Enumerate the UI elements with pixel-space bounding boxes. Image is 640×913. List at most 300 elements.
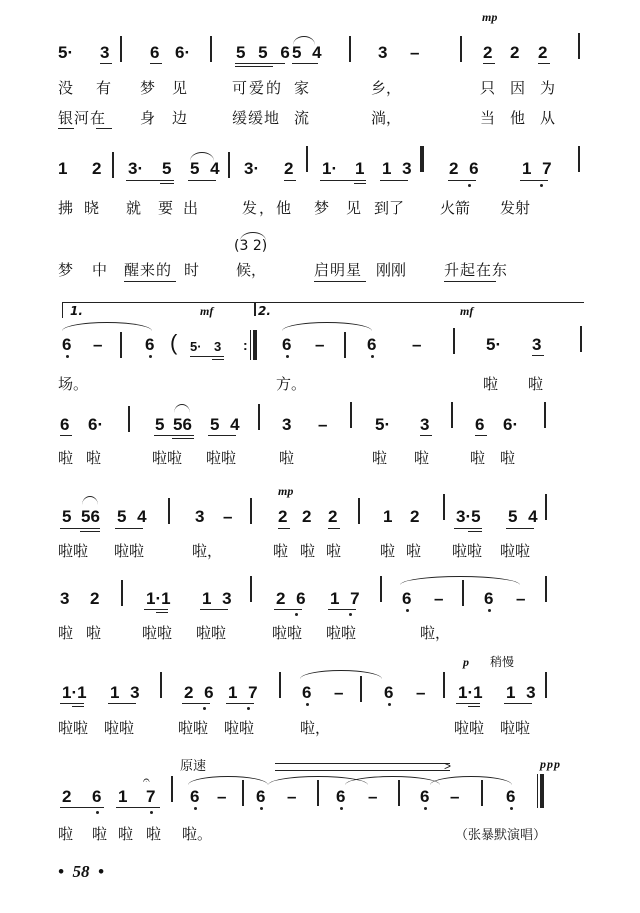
barline	[210, 36, 212, 62]
lyric: 啦	[146, 825, 162, 843]
dynamic-p: p	[463, 655, 469, 669]
barline	[168, 498, 170, 524]
note: 6	[336, 787, 346, 806]
underline	[208, 435, 236, 436]
diminuendo-line	[275, 770, 450, 771]
volta-bracket-edge	[254, 302, 256, 316]
lyric: 啦啦	[500, 542, 531, 560]
lyric: 啦	[470, 449, 486, 467]
note-group: 1 3	[506, 683, 539, 702]
final-barline-thin	[537, 774, 538, 808]
dash: –	[223, 507, 233, 526]
dash: –	[410, 43, 420, 62]
underline	[284, 180, 296, 181]
underline	[278, 528, 290, 529]
lyric: 啦，	[300, 719, 331, 737]
dynamic-mp: mp	[278, 484, 294, 498]
ornament-notes: (3 2)	[234, 238, 268, 254]
underline	[506, 528, 534, 529]
note: 2	[302, 507, 312, 526]
barline	[545, 672, 547, 698]
lyric: 啦啦	[58, 542, 89, 560]
underline	[126, 180, 174, 181]
underline	[100, 63, 112, 64]
lyric: 要	[158, 199, 174, 217]
barline	[545, 576, 547, 602]
lyric: 候，	[236, 261, 267, 279]
low-octave-dot	[96, 811, 99, 814]
lyric: 啦	[372, 449, 388, 467]
barline	[380, 576, 382, 602]
low-octave-dot	[468, 184, 471, 187]
underline	[160, 183, 174, 184]
dash: –	[318, 415, 328, 434]
dash: –	[287, 787, 297, 806]
lyric: 啦，	[192, 542, 223, 560]
volta-bracket-edge	[62, 302, 63, 318]
underline	[314, 281, 366, 282]
underline	[328, 528, 340, 529]
note-group: 1 7	[228, 683, 261, 702]
note: 6	[150, 43, 160, 62]
underline	[115, 528, 143, 529]
underline	[483, 63, 495, 64]
note: 7	[146, 787, 156, 806]
barline	[443, 494, 445, 520]
underline	[188, 180, 216, 181]
barline	[279, 672, 281, 698]
note-group: 1 7	[522, 159, 555, 178]
lyric: 升起在东	[444, 261, 509, 279]
tempo-marking: 原速	[180, 759, 207, 774]
lyric: 缓缓地	[232, 109, 281, 127]
note: 5·	[486, 335, 502, 354]
note: 6	[475, 415, 485, 434]
note: 56	[81, 507, 100, 526]
lyric: 出	[183, 199, 199, 217]
lyric: 啦	[483, 375, 499, 393]
note: 2	[510, 43, 520, 62]
lyric: 见	[346, 199, 362, 217]
note-group: 1 3	[110, 683, 143, 702]
lyric: 乡，	[371, 79, 402, 97]
lyric: 流	[294, 109, 310, 127]
lyric: 啦啦	[152, 449, 183, 467]
note: 2	[483, 43, 493, 62]
note: 6	[484, 589, 494, 608]
final-barline-thick	[540, 774, 544, 808]
dash: –	[315, 335, 325, 354]
underline	[454, 528, 482, 529]
lyric: 啦啦	[452, 542, 483, 560]
note: 3·	[128, 159, 144, 178]
lyric: 到了	[374, 199, 405, 217]
barline	[120, 36, 122, 62]
low-octave-dot	[371, 355, 374, 358]
note: 3	[100, 43, 110, 62]
tie	[345, 776, 440, 785]
barline	[120, 332, 122, 358]
note: 1	[58, 159, 68, 178]
barline	[462, 580, 464, 606]
underline	[80, 531, 100, 532]
barline	[453, 328, 455, 354]
barline	[544, 402, 546, 428]
underline	[124, 281, 176, 282]
low-octave-dot	[488, 609, 491, 612]
bullet-icon: •	[58, 862, 73, 881]
underline	[468, 706, 480, 707]
underline	[444, 281, 496, 282]
underline	[150, 63, 162, 64]
note: 6	[60, 415, 70, 434]
dash: –	[217, 787, 227, 806]
underline	[520, 180, 548, 181]
barline	[228, 152, 230, 178]
low-octave-dot	[150, 811, 153, 814]
note: 2	[62, 787, 72, 806]
underline	[504, 703, 532, 704]
lyric: 啦	[279, 449, 295, 467]
lyric: 梦	[140, 79, 156, 97]
lyric: 啦	[92, 825, 108, 843]
lyric: 啦啦	[142, 624, 173, 642]
note-group: 5 5 6	[236, 43, 294, 62]
lyric: 啦	[406, 542, 422, 560]
tempo-marking: 稍慢	[490, 655, 515, 669]
note: 6	[367, 335, 377, 354]
barline	[578, 33, 580, 59]
barline	[250, 498, 252, 524]
note-group: 5 4	[210, 415, 243, 434]
dash: –	[450, 787, 460, 806]
barline	[317, 780, 319, 806]
lyric: 火箭	[440, 199, 471, 217]
lyric: 时	[184, 261, 200, 279]
note: 6	[256, 787, 266, 806]
note-group: 2 6	[184, 683, 217, 702]
note: 5	[155, 415, 165, 434]
lyric: 场。	[58, 375, 89, 393]
underline	[274, 609, 302, 610]
lyric: 为	[540, 79, 556, 97]
barline	[171, 776, 173, 802]
note: 6·	[175, 43, 191, 62]
lyric: 发，他	[242, 199, 294, 217]
barline	[460, 36, 462, 62]
underline	[172, 438, 194, 439]
underline	[144, 609, 168, 610]
underline	[468, 531, 482, 532]
note: 1	[355, 159, 365, 178]
barline	[358, 498, 360, 524]
barline	[306, 146, 308, 172]
note-group: 1·1	[458, 683, 483, 702]
lyric: 因	[510, 79, 526, 97]
note-group: 5 4	[190, 159, 223, 178]
low-octave-dot	[149, 355, 152, 358]
low-octave-dot	[540, 184, 543, 187]
note-group: 1 3	[382, 159, 415, 178]
lyric: 啦	[528, 375, 544, 393]
note: 5	[62, 507, 72, 526]
underline	[226, 703, 254, 704]
note: 3	[282, 415, 292, 434]
lyric: 啦。	[182, 825, 213, 843]
lyric: 启明星	[314, 261, 363, 279]
volta-bracket-1	[62, 302, 258, 303]
lyric: 啦	[58, 624, 74, 642]
dash: –	[416, 683, 426, 702]
lyric: 拂	[58, 199, 83, 217]
dynamic-ppp: ppp	[540, 757, 561, 771]
barline	[160, 672, 162, 698]
lyric: 醒来的	[124, 261, 173, 279]
volta-1-label: 1.	[70, 304, 83, 318]
lyric: 啦啦	[206, 449, 237, 467]
lyric: 啦啦	[104, 719, 135, 737]
lyric: 啦	[86, 624, 102, 642]
tie	[188, 776, 268, 785]
page-number-value: 58	[72, 862, 90, 881]
barline	[112, 152, 114, 178]
underline	[60, 528, 100, 529]
underline	[320, 180, 366, 181]
tie	[400, 576, 520, 585]
lyric: 啦啦	[178, 719, 209, 737]
dynamic-mp: mp	[482, 10, 498, 24]
lyric: 啦啦	[58, 719, 89, 737]
note: 6	[145, 335, 155, 354]
barline	[481, 780, 483, 806]
low-octave-dot	[203, 707, 206, 710]
dash: –	[516, 589, 526, 608]
bullet-icon: •	[89, 862, 104, 881]
underline	[380, 180, 408, 181]
note: 1	[383, 507, 393, 526]
barline	[360, 676, 362, 702]
underline	[156, 612, 168, 613]
barline	[128, 406, 130, 432]
volta-bracket-2	[254, 302, 584, 303]
tie	[282, 322, 372, 331]
note: 56	[173, 415, 192, 434]
low-octave-dot	[388, 703, 391, 706]
note: 5·	[375, 415, 391, 434]
barline	[242, 780, 244, 806]
lyric: 啦啦	[114, 542, 145, 560]
underline	[420, 435, 432, 436]
lyric: 啦啦	[500, 719, 531, 737]
underline	[116, 807, 160, 808]
underline	[292, 63, 318, 64]
underline	[154, 435, 194, 436]
note: 2	[538, 43, 548, 62]
note: 3·	[244, 159, 260, 178]
barline	[250, 576, 252, 602]
lyric: 从	[540, 109, 556, 127]
barline	[350, 402, 352, 428]
fermata-icon: 𝄐	[143, 773, 150, 787]
diminuendo-line	[275, 763, 450, 764]
lyric: 啦	[118, 825, 134, 843]
note-group: 2 6	[276, 589, 309, 608]
lyric: 啦	[380, 542, 396, 560]
underline	[60, 703, 84, 704]
barline	[258, 404, 260, 430]
underline	[190, 356, 224, 357]
note: 6	[402, 589, 412, 608]
note: 2	[92, 159, 102, 178]
dash: –	[93, 335, 103, 354]
note: 2	[410, 507, 420, 526]
note: 6·	[88, 415, 104, 434]
lyric: 没	[58, 79, 74, 97]
underline	[60, 807, 104, 808]
lyric: 淌，	[371, 109, 402, 127]
dash: –	[412, 335, 422, 354]
performer-credit: （张暴默演唱）	[455, 828, 547, 843]
note: 5	[162, 159, 172, 178]
lyric: 梦	[58, 261, 74, 279]
slur	[174, 404, 190, 413]
note-group: 1 3	[202, 589, 235, 608]
lyric: 银河在	[58, 109, 107, 127]
tie	[300, 670, 382, 679]
lyric: 中	[92, 261, 108, 279]
barline	[121, 580, 123, 606]
note: 6	[384, 683, 394, 702]
underline	[108, 703, 136, 704]
dash: –	[368, 787, 378, 806]
repeat-barline-thick	[253, 330, 257, 360]
underline	[538, 63, 550, 64]
diminuendo-arrow-icon: >	[444, 759, 452, 773]
lyric: 可爱的	[232, 79, 284, 97]
dash: –	[434, 589, 444, 608]
low-octave-dot	[306, 703, 309, 706]
lyric: 啦	[273, 542, 289, 560]
underline	[456, 703, 480, 704]
page-number	[58, 862, 104, 882]
lyric: 啦，	[420, 624, 451, 642]
lyric: 发射	[500, 199, 531, 217]
lyric: 有	[96, 79, 112, 97]
volta-2-label: 2.	[258, 304, 271, 318]
note-group: 5 4	[117, 507, 150, 526]
note: 2	[278, 507, 288, 526]
note: 6	[302, 683, 312, 702]
lyric: 身	[140, 109, 156, 127]
note: 2	[284, 159, 294, 178]
low-octave-dot	[295, 613, 298, 616]
tie	[62, 322, 152, 331]
low-octave-dot	[194, 807, 197, 810]
underline	[354, 183, 366, 184]
note: 2	[328, 507, 338, 526]
barline	[580, 326, 582, 352]
low-octave-dot	[510, 807, 513, 810]
lyric: 他	[510, 109, 526, 127]
lyric: 啦啦	[454, 719, 485, 737]
underline	[448, 180, 476, 181]
note-group: 1·1	[62, 683, 87, 702]
underline	[60, 435, 72, 436]
note: 6	[282, 335, 292, 354]
note-group: 2 6	[449, 159, 482, 178]
dynamic-mf: mf	[200, 304, 214, 318]
lyric: 见	[172, 79, 188, 97]
note: 3	[420, 415, 430, 434]
lyric: 啦	[500, 449, 516, 467]
note: 6·	[503, 415, 519, 434]
lyric: 啦	[58, 449, 74, 467]
note: 3	[60, 589, 70, 608]
low-octave-dot	[260, 807, 263, 810]
lyric: 啦	[86, 449, 102, 467]
lyric: 啦	[414, 449, 430, 467]
barline	[344, 332, 346, 358]
underline	[475, 435, 487, 436]
underline	[72, 706, 84, 707]
repeat-barline-thin	[250, 330, 251, 360]
dash: –	[334, 683, 344, 702]
lyric: 晓	[84, 199, 100, 217]
lyric: 啦啦	[272, 624, 303, 642]
note: 6	[190, 787, 200, 806]
underline	[212, 359, 224, 360]
barline	[545, 494, 547, 520]
lyric: 只	[480, 79, 496, 97]
underline	[182, 703, 210, 704]
lyric: 就	[126, 199, 142, 217]
lyric: 刚刚	[376, 261, 407, 279]
lyric: 啦	[326, 542, 342, 560]
note-group: 5 4	[508, 507, 541, 526]
note: 6	[92, 787, 102, 806]
barline	[451, 402, 453, 428]
low-octave-dot	[340, 807, 343, 810]
underline	[328, 609, 356, 610]
lyric: 家	[294, 79, 310, 97]
barline	[398, 780, 400, 806]
lyric: 当	[480, 109, 496, 127]
paren: (	[170, 330, 178, 355]
note: 6	[420, 787, 430, 806]
low-octave-dot	[406, 609, 409, 612]
slur	[82, 496, 98, 505]
note: 3	[532, 335, 542, 354]
lyric: 啦啦	[196, 624, 227, 642]
lyric: 梦	[314, 199, 330, 217]
tie	[430, 776, 512, 785]
note-group: 3·5	[456, 507, 481, 526]
repeat-dots: :	[243, 337, 248, 353]
barline	[420, 146, 424, 172]
note-group: 1 7	[330, 589, 363, 608]
note: 1·	[322, 159, 338, 178]
lyric: 边	[172, 109, 188, 127]
note: 1	[118, 787, 128, 806]
lyric: 啦	[58, 825, 74, 843]
note: 3	[195, 507, 205, 526]
low-octave-dot	[286, 355, 289, 358]
lyric: 啦啦	[224, 719, 255, 737]
note: 2	[90, 589, 100, 608]
low-octave-dot	[349, 613, 352, 616]
barline	[578, 146, 580, 172]
low-octave-dot	[66, 355, 69, 358]
